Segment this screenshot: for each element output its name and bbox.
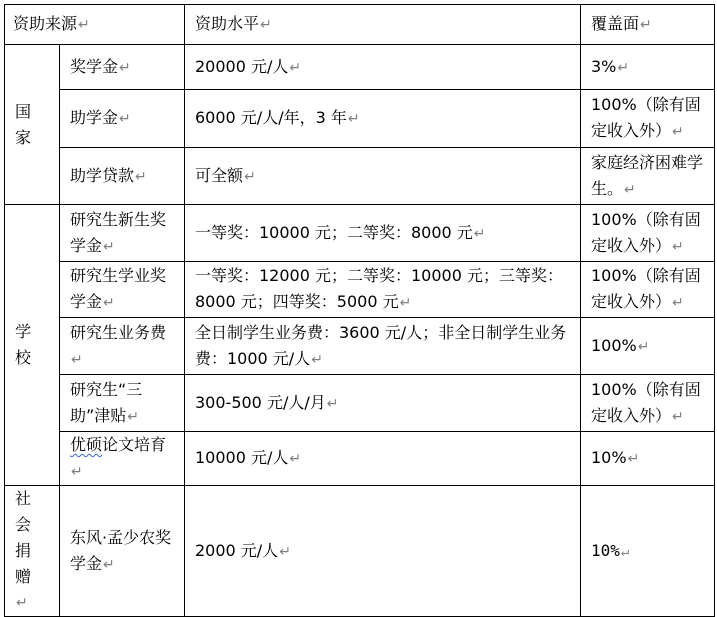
table-row <box>5 205 715 262</box>
table-row <box>5 90 715 148</box>
group-label: 社 <box>15 489 32 508</box>
group-national <box>5 45 60 205</box>
group-social-donation <box>5 486 60 617</box>
group-school <box>5 205 60 486</box>
paragraph-mark-icon: ↵ <box>399 295 412 311</box>
paragraph-mark-icon: ↵ <box>103 295 115 311</box>
coverage-cell: 10%↵ <box>581 432 715 486</box>
table-row <box>5 486 715 617</box>
item-cell: 助学金↵ <box>60 90 185 148</box>
coverage-cell: 100%（除有固定收入外）↵ <box>581 262 715 318</box>
group-label: 家 <box>15 127 32 147</box>
item-cell: 研究生新生奖学金↵ <box>60 205 185 262</box>
paragraph-mark-icon: ↵ <box>672 124 684 140</box>
paragraph-mark-icon: ↵ <box>135 168 147 185</box>
level-cell: 一等奖：12000 元；二等奖：10000 元；三等奖：8000 元；四等奖：5000 元↵ <box>185 262 581 318</box>
paragraph-mark-icon: ↵ <box>71 464 83 480</box>
paragraph-mark-icon: ↵ <box>71 351 83 368</box>
level-cell: 全日制学生业务费：3600 元/人；非全日制学生业务费：1000 元/人↵ <box>185 318 581 375</box>
group-label: 校 <box>15 348 32 367</box>
funding-table <box>4 4 715 617</box>
paragraph-mark-icon: ↵ <box>620 543 630 560</box>
paragraph-mark-icon: ↵ <box>16 595 28 611</box>
coverage-cell: 100%（除有固定收入外）↵ <box>581 90 715 148</box>
table-row <box>5 318 715 375</box>
paragraph-mark-icon: ↵ <box>289 451 302 467</box>
level-cell: 一等奖：10000 元；二等奖：8000 元↵ <box>185 205 581 262</box>
level-cell: 10000 元/人↵ <box>185 432 581 486</box>
coverage-cell: 3%↵ <box>581 45 715 90</box>
paragraph-mark-icon: ↵ <box>672 238 684 255</box>
header-source-text: 资助来源 <box>13 14 78 33</box>
coverage-cell: 100%↵ <box>581 318 715 375</box>
item-cell: 优硕论文培育↵ <box>60 432 185 486</box>
paragraph-mark-icon: ↵ <box>260 17 272 33</box>
paragraph-mark-icon: ↵ <box>473 225 486 242</box>
level-cell: 300-500 元/人/月↵ <box>185 375 581 432</box>
group-label: 捐 <box>15 541 32 560</box>
header-source <box>5 5 185 45</box>
paragraph-mark-icon: ↵ <box>78 17 90 33</box>
paragraph-mark-icon: ↵ <box>640 17 652 33</box>
table-row <box>5 432 715 486</box>
paragraph-mark-icon: ↵ <box>672 408 684 425</box>
paragraph-mark-icon: ↵ <box>617 59 630 76</box>
coverage-cell: 10%↵ <box>581 486 715 617</box>
paragraph-mark-icon: ↵ <box>326 395 339 412</box>
header-row <box>5 5 715 45</box>
paragraph-mark-icon: ↵ <box>103 556 115 573</box>
group-label: 国 <box>15 101 32 121</box>
item-cell: 奖学金↵ <box>60 45 185 90</box>
group-label: 学 <box>15 322 32 341</box>
table-row <box>5 375 715 432</box>
coverage-cell: 家庭经济困难学生。↵ <box>581 148 715 205</box>
paragraph-mark-icon: ↵ <box>279 543 291 560</box>
item-cell: 研究生学业奖学金↵ <box>60 262 185 318</box>
paragraph-mark-icon: ↵ <box>119 59 131 76</box>
table-row <box>5 148 715 205</box>
paragraph-mark-icon: ↵ <box>347 111 360 127</box>
paragraph-mark-icon: ↵ <box>311 351 323 368</box>
header-coverage <box>581 5 715 45</box>
header-coverage-text: 覆盖面 <box>591 14 640 33</box>
header-level <box>185 5 581 45</box>
item-cell: 研究生业务费↵ <box>60 318 185 375</box>
paragraph-mark-icon: ↵ <box>624 181 636 198</box>
item-cell: 助学贷款↵ <box>60 148 185 205</box>
paragraph-mark-icon: ↵ <box>672 295 684 311</box>
paragraph-mark-icon: ↵ <box>627 451 640 467</box>
item-cell: 研究生“三助”津贴↵ <box>60 375 185 432</box>
item-cell: 东风·孟少农奖学金↵ <box>60 486 185 617</box>
paragraph-mark-icon: ↵ <box>103 238 115 255</box>
table-row <box>5 45 715 90</box>
paragraph-mark-icon: ↵ <box>637 338 650 355</box>
group-label: 赠 ↵ <box>15 564 53 616</box>
paragraph-mark-icon: ↵ <box>119 111 131 127</box>
level-cell: 6000 元/人/年，3 年↵ <box>185 90 581 148</box>
paragraph-mark-icon: ↵ <box>289 59 302 76</box>
level-cell: 20000 元/人↵ <box>185 45 581 90</box>
level-cell: 2000 元/人↵ <box>185 486 581 617</box>
header-level-text: 资助水平 <box>195 14 260 33</box>
level-cell: 可全额↵ <box>185 148 581 205</box>
group-label: 会 <box>15 515 32 534</box>
coverage-cell: 100%（除有固定收入外）↵ <box>581 375 715 432</box>
paragraph-mark-icon: ↵ <box>127 408 140 425</box>
table-row <box>5 262 715 318</box>
paragraph-mark-icon: ↵ <box>244 168 256 185</box>
coverage-cell: 100%（除有固定收入外）↵ <box>581 205 715 262</box>
spellcheck-underline: 优硕 <box>70 435 103 454</box>
